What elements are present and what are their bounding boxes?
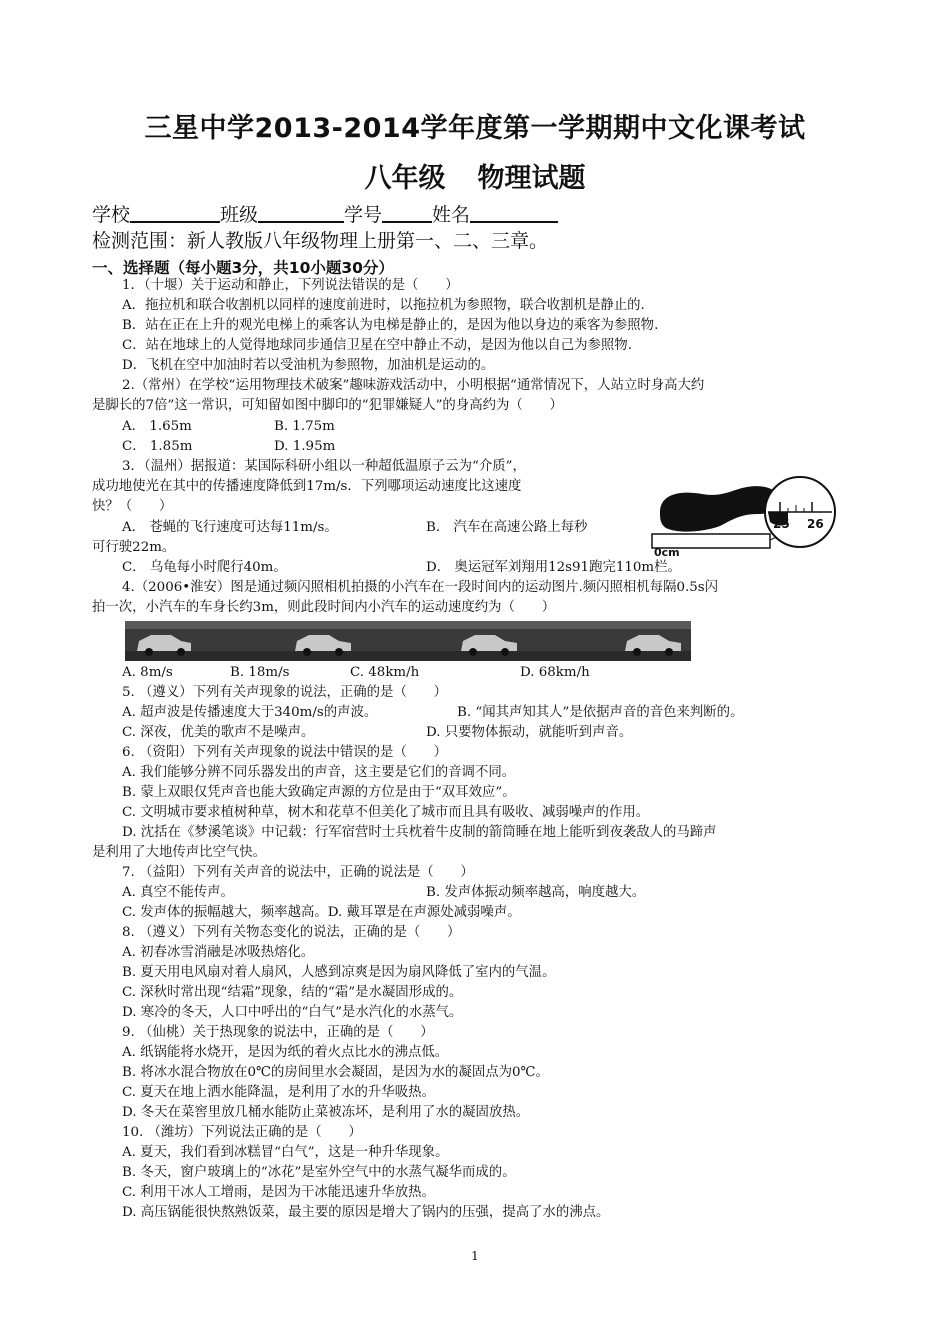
q10-option-c: C. 利用干冰人工增雨，是因为干冰能迅速升华放热。 xyxy=(122,1185,435,1200)
class-label: 班级 xyxy=(220,204,259,226)
q6-option-d-line2: 是利用了大地传声比空气快。 xyxy=(92,845,267,860)
q5-option-b: B. “闻其声知其人”是依据声音的音色来判断的。 xyxy=(457,705,744,720)
section-heading: 一、选择题（每小题3分，共10小题30分） xyxy=(92,259,394,277)
q8-option-b: B. 夏天用电风扇对着人扇风，人感到凉爽是因为扇风降低了室内的气温。 xyxy=(122,965,556,980)
q3-option-a: A． 苍蝇的飞行速度可达每11m/s。 xyxy=(122,520,338,535)
q2-option-b: B. 1.75m xyxy=(274,419,335,434)
footprint-figure xyxy=(650,472,860,562)
q9-stem: 9. （仙桃）关于热现象的说法中，正确的是（ ） xyxy=(122,1025,434,1040)
q7-option-a: A. 真空不能传声。 xyxy=(122,885,234,900)
q6-option-a: A. 我们能够分辨不同乐器发出的声音，这主要是它们的音调不同。 xyxy=(122,765,516,780)
q7-stem: 7. （益阳）下列有关声音的说法中，正确的说法是（ ） xyxy=(122,865,474,880)
q10-option-a: A. 夏天，我们看到冰糕冒“白气”，这是一种升华现象。 xyxy=(122,1145,449,1160)
q10-stem: 10. （潍坊）下列说法正确的是（ ） xyxy=(122,1125,362,1140)
photo-road xyxy=(125,651,691,661)
photo-top-band xyxy=(125,621,691,629)
q2-option-a: A． 1.65m xyxy=(122,419,192,434)
q6-option-c: C. 文明城市要求植树种草，树木和花草不但美化了城市而且具有吸收、减弱噪声的作用。 xyxy=(122,805,650,820)
q9-option-b: B. 将冰水混合物放在0℃的房间里水会凝固，是因为水的凝固点为0℃。 xyxy=(122,1065,549,1080)
q3-option-b-line2: 可行驶22m。 xyxy=(92,540,176,555)
exam-title: 三星中学2013-2014学年度第一学期期中文化课考试 xyxy=(144,113,806,144)
class-blank[interactable] xyxy=(258,203,344,223)
student-info-line xyxy=(92,200,558,227)
q1-option-c: C．站在地球上的人觉得地球同步通信卫星在空中静止不动，是因为他以自己为参照物. xyxy=(122,338,632,353)
school-blank[interactable] xyxy=(130,203,220,223)
grade-label: 八年级 xyxy=(364,163,446,194)
q4-option-b: B. 18m/s xyxy=(230,665,290,680)
q10-option-b: B. 冬天，窗户玻璃上的“冰花”是室外空气中的水蒸气凝华而成的。 xyxy=(122,1165,516,1180)
q1-option-b: B．站在正在上升的观光电梯上的乘客认为电梯是静止的，是因为他以身边的乘客为参照物. xyxy=(122,318,659,333)
car-strobe-photo xyxy=(125,621,691,661)
q4-stem-line2: 拍一次，小汽车的车身长约3m，则此段时间内小汽车的运动速度约为（ ） xyxy=(92,600,556,615)
name-blank[interactable] xyxy=(470,203,558,223)
page-number: 1 xyxy=(471,1249,479,1263)
label-25: 25 xyxy=(773,517,790,531)
q3-stem-line3: 快？（ ） xyxy=(92,499,173,514)
q6-stem: 6. （资阳）下列有关声现象的说法中错误的是（ ） xyxy=(122,745,448,760)
q6-option-b: B. 蒙上双眼仅凭声音也能大致确定声源的方位是由于“双耳效应”。 xyxy=(122,785,516,800)
scope-line: 检测范围：新人教版八年级物理上册第一、二、三章。 xyxy=(92,230,549,252)
q7-option-b: B. 发声体振动频率越高，响度越大。 xyxy=(426,885,646,900)
subject-label: 物理试题 xyxy=(477,163,586,194)
name-label: 姓名 xyxy=(432,204,471,226)
q8-option-c: C. 深秋时常出现“结霜”现象，结的“霜”是水凝固形成的。 xyxy=(122,985,463,1000)
label-26: 26 xyxy=(807,517,824,531)
ruler-zero-label: 0cm xyxy=(654,546,680,559)
school-label: 学校 xyxy=(92,204,131,226)
student-id-label: 学号 xyxy=(344,204,383,226)
exam-subtitle xyxy=(0,156,950,195)
q10-option-d: D. 高压锅能很快熬熟饭菜，最主要的原因是增大了锅内的压强，提高了水的沸点。 xyxy=(122,1205,610,1220)
q1-stem: 1．（十堰）关于运动和静止，下列说法错误的是（ ） xyxy=(122,278,459,293)
q8-stem: 8. （遵义）下列有关物态变化的说法，正确的是（ ） xyxy=(122,925,461,940)
q8-option-d: D. 寒冷的冬天，人口中呼出的“白气”是水汽化的水蒸气。 xyxy=(122,1005,463,1020)
q3-option-b-line1: B． 汽车在高速公路上每秒 xyxy=(426,520,588,535)
q7-option-c-d: C. 发声体的振幅越大，频率越高。D. 戴耳罩是在声源处减弱噪声。 xyxy=(122,905,521,920)
q2-option-c: C． 1.85m xyxy=(122,439,193,454)
q5-stem: 5. （遵义）下列有关声现象的说法，正确的是（ ） xyxy=(122,685,448,700)
student-id-blank[interactable] xyxy=(382,203,432,223)
q1-option-d: D．飞机在空中加油时若以受油机为参照物，加油机是运动的。 xyxy=(122,358,495,373)
q6-option-d-line1: D. 沈括在《梦溪笔谈》中记载：行军宿营时士兵枕着牛皮制的箭筒睡在地上能听到夜袭敌人的马蹄声 xyxy=(122,825,717,840)
q5-option-c: C. 深夜，优美的歌声不是噪声。 xyxy=(122,725,315,740)
q2-stem-line2: 是脚长的7倍”这一常识，可知留如图中脚印的“犯罪嫌疑人”的身高约为（ ） xyxy=(92,398,563,413)
q4-option-d: D. 68km/h xyxy=(520,665,590,680)
q2-option-d: D. 1.95m xyxy=(274,439,336,454)
q4-option-a: A. 8m/s xyxy=(122,665,173,680)
q8-option-a: A. 初春冰雪消融是冰吸热熔化。 xyxy=(122,945,315,960)
footprint-shape xyxy=(660,486,781,531)
q3-option-c: C． 乌龟每小时爬行40m。 xyxy=(122,560,287,575)
q9-option-d: D. 冬天在菜窖里放几桶水能防止菜被冻坏，是利用了水的凝固放热。 xyxy=(122,1105,530,1120)
q4-stem-line1: 4.（2006•淮安）图是通过频闪照相机拍摄的小汽车在一段时间内的运动图片.频闪照相机每隔0.5s闪 xyxy=(122,580,719,595)
q2-stem-line1: 2.（常州）在学校“运用物理技术破案”趣味游戏活动中，小明根据“通常情况下，人站立时身高大约 xyxy=(122,378,705,393)
q5-option-a: A. 超声波是传播速度大于340m/s的声波。 xyxy=(122,705,378,720)
q3-stem-line1: 3．（温州）据报道：某国际科研小组以一种超低温原子云为“介质”， xyxy=(122,459,526,474)
q9-option-a: A. 纸锅能将水烧开，是因为纸的着火点比水的沸点低。 xyxy=(122,1045,449,1060)
q3-stem-line2: 成功地使光在其中的传播速度降低到17m/s．下列哪项运动速度比这速度 xyxy=(92,479,522,494)
q5-option-d: D. 只要物体振动，就能听到声音。 xyxy=(426,725,633,740)
q9-option-c: C. 夏天在地上洒水能降温，是利用了水的升华吸热。 xyxy=(122,1085,435,1100)
q4-option-c: C. 48km/h xyxy=(350,665,420,680)
q1-option-a: A．拖拉机和联合收割机以同样的速度前进时，以拖拉机为参照物，联合收割机是静止的. xyxy=(122,298,645,313)
q3-option-d: D． 奥运冠军刘翔用12s91跑完110m栏。 xyxy=(426,560,681,575)
